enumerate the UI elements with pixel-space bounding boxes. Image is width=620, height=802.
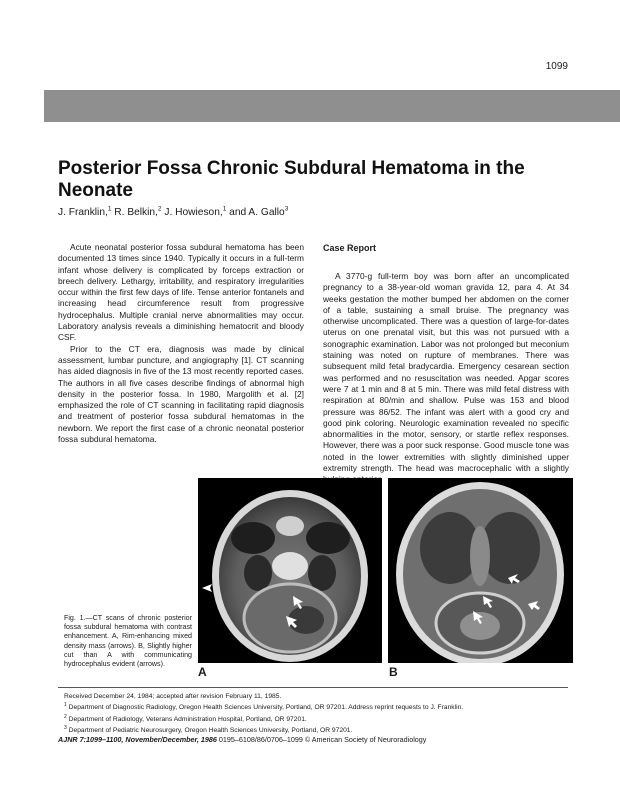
author: J. Howieson,$^1$ bbox=[164, 206, 227, 219]
author: and A. Gallo$^3$ bbox=[229, 206, 289, 219]
introduction-column bbox=[58, 242, 304, 445]
ct-scan-figure-a bbox=[198, 478, 382, 663]
footnotes bbox=[64, 692, 574, 736]
ct-scan-figure-b bbox=[388, 478, 573, 663]
figure-label-a: A bbox=[198, 665, 207, 679]
author: J. Franklin,$^1$ bbox=[58, 206, 112, 219]
footnote-divider bbox=[58, 687, 568, 688]
author: R. Belkin,$^2$ bbox=[114, 206, 162, 219]
header-band bbox=[44, 90, 620, 122]
journal-citation: AJNR 7:1099–1100, November/December, 1986 0195–6108/86/0706–1099 © American Society of Neuroradiology bbox=[58, 735, 427, 744]
article-title: Posterior Fossa Chronic Subdural Hematoma in the Neonate bbox=[58, 158, 525, 201]
footnote: $^2$ Department of Radiology, Veterans Administration Hospital, Portland, OR 97201. bbox=[64, 713, 307, 724]
case-report-column bbox=[323, 271, 569, 486]
figure-label-b: B bbox=[389, 665, 398, 679]
case-report-paragraph: A 3770-g full-term boy was born after an uncomplicated pregnancy to a 38-year-old woman gravida 12, para 4. At 34 weeks gestation the mother bumped her abdomen on the corner of a table, sustaining a small bruise. The pregnancy was otherwise uncomplicated. There was a question of large-for-dates uterus on one prenatal visit, but this was not pursued with a sonographic examination. Labor was not prolonged but meconium staining was noted on rupture of membranes. There was subsequent mild fetal bradycardia. Emergency cesarean section was performed and no resuscitation was needed. Apgar scores were 7 at 1 min and 8 at 5 min. There was mild fetal distress with respiration at 80/min and shallow. Pulse was 153 and blood pressure was 86/52. The infant was alert with a good cry and good pink coloring. Neurologic examination revealed no specific abnormalities in the motor, sensory, or startle reflex responses. However, there was a poor suck response. Good muscle tone was noted in the lower extremities with slightly diminished upper extremity strength. The head was macrocephalic with a slightly bbox=[323, 271, 569, 474]
intro-paragraph: Acute neonatal posterior fossa subdural hematoma has been documented 13 times since 1940. Typically it occurs in a full-term infant whose delivery is complicated by forceps extraction or breech delivery. Lethargy, irritability, and respiratory irregularities occur within the first few days of life. Tense anterior fontanels and increasing head circumference result from progressive hydrocephalus. Multiple cranial nerve abnormalities may occur. Laboratory analysis reveals a diminishing hematocrit and bloody CSF. bbox=[58, 242, 304, 343]
page-number: 1099 bbox=[545, 61, 568, 72]
case-report-heading: Case Report bbox=[323, 243, 377, 253]
footnote: Received December 24, 1984; accepted after revision February 11, 1985. bbox=[64, 693, 282, 700]
author-list bbox=[58, 206, 288, 218]
footnote: $^1$ Department of Diagnostic Radiology, Oregon Health Sciences University, Portland, OR 97201. Address reprint requests to J. Franklin. bbox=[64, 702, 464, 712]
footnote: $^3$ Department of Pediatric Neurosurgery, Oregon Health Sciences University, Portland, OR 97201. bbox=[64, 725, 353, 735]
figure-caption: Fig. 1.—CT scans of chronic posterior fossa subdural hematoma with contrast enhancement. A, Rim-enhancing mixed density mass (arrows). B, Slightly higher cut than A with communicating hydrocephalus evident (arrows). bbox=[64, 614, 192, 669]
intro-paragraph: Prior to the CT era, diagnosis was made by clinical assessment, lumbar puncture, and angiography [1]. CT scanning has aided diagnosis in five of the 13 most recently reported cases. The authors in all five cases describe findings of abnormal high density in the posterior fossa. In 1980, Margolith et al. [2] emphasized the role of CT scanning in facilitating rapid diagnosis and treatment of posterior fossa subdural hematomas in the newborn. We report the first case of a chronic neonatal posterior fossa subdural hematoma. bbox=[58, 343, 304, 445]
